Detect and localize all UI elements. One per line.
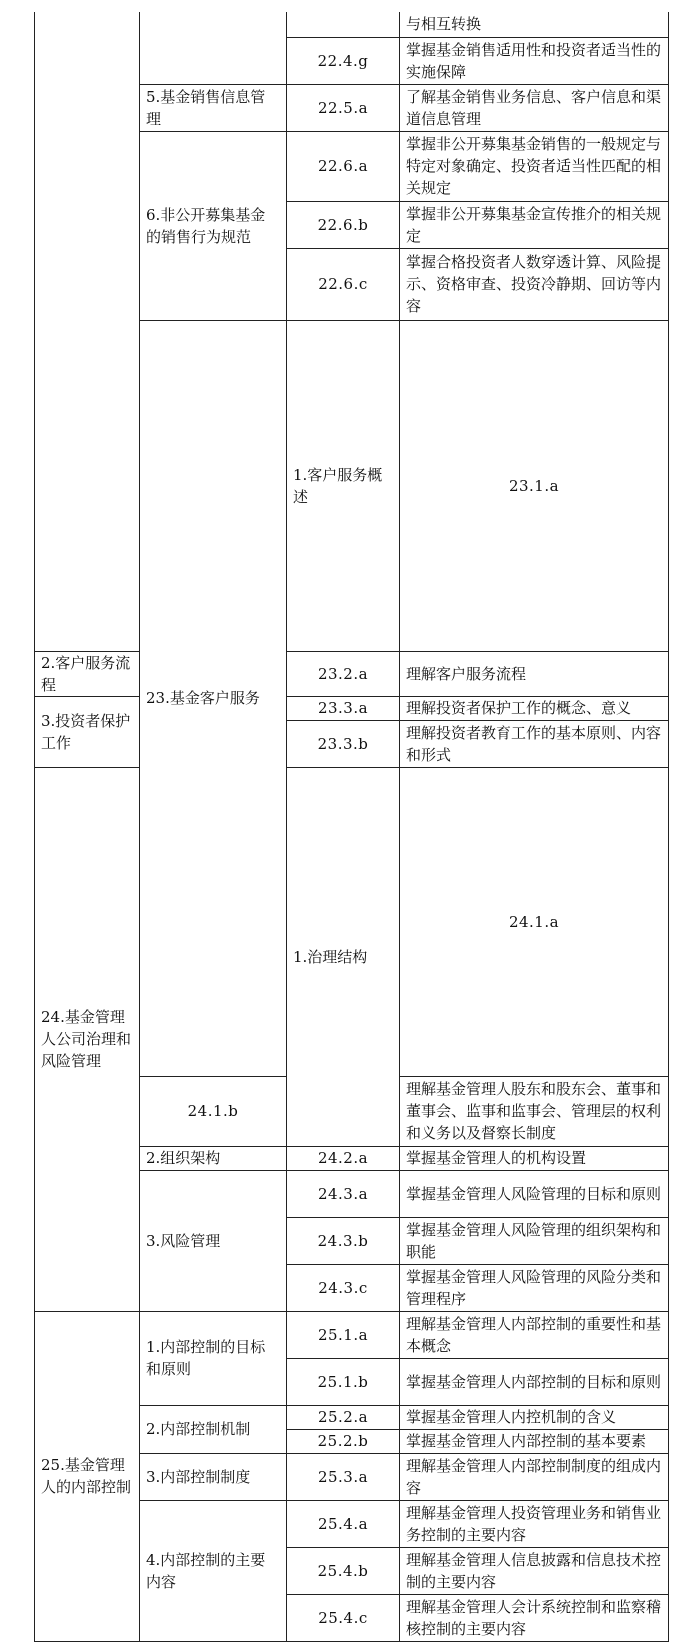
- code-cell: 22.6.b: [287, 201, 400, 248]
- objective-cell: 理解投资者教育工作的基本原则、内容和形式: [400, 720, 669, 767]
- code-cell: 22.5.a: [287, 84, 400, 131]
- objective-cell: 理解基金管理人股东和股东会、董事和董事会、监事和监事会、管理层的权利和义务以及督察长制度: [400, 1076, 669, 1146]
- code-cell: 25.3.a: [287, 1453, 400, 1500]
- objective-cell: 掌握基金管理人的机构设置: [400, 1146, 669, 1170]
- code-cell: 24.3.a: [287, 1170, 400, 1217]
- code-cell: 25.2.b: [287, 1429, 400, 1453]
- code-cell: 25.4.c: [287, 1594, 400, 1641]
- chapter-cell: 25.基金管理人的内部控制: [35, 1311, 140, 1641]
- section-cell: 1.客户服务概述: [287, 320, 400, 651]
- objective-cell: 理解基金管理人会计系统控制和监察稽核控制的主要内容: [400, 1594, 669, 1641]
- section-cell: 3.投资者保护工作: [35, 696, 140, 767]
- section-cell: 1.治理结构: [287, 767, 400, 1146]
- code-cell: 24.1.b: [140, 1076, 287, 1146]
- code-cell: 24.3.b: [287, 1217, 400, 1264]
- objective-cell: 掌握基金管理人风险管理的目标和原则: [400, 1170, 669, 1217]
- chapter-cell: 24.基金管理人公司治理和风险管理: [35, 767, 140, 1311]
- objective-cell: 掌握基金销售适用性和投资者适当性的实施保障: [400, 37, 669, 84]
- objective-cell: 掌握非公开募集基金宣传推介的相关规定: [400, 201, 669, 248]
- section-cell: 1.内部控制的目标和原则: [140, 1311, 287, 1405]
- code-cell: 25.2.a: [287, 1405, 400, 1429]
- section-cell: 5.基金销售信息管理: [140, 84, 287, 131]
- objective-cell: 理解投资者保护工作的概念、意义: [400, 696, 669, 720]
- code-cell: 24.1.a: [400, 767, 669, 1076]
- objective-cell: 掌握合格投资者人数穿透计算、风险提示、资格审查、投资冷静期、回访等内容: [400, 248, 669, 320]
- objective-cell: 了解基金销售业务信息、客户信息和渠道信息管理: [400, 84, 669, 131]
- code-cell: 23.3.b: [287, 720, 400, 767]
- objective-cell: 理解基金管理人投资管理业务和销售业务控制的主要内容: [400, 1500, 669, 1547]
- objective-cell: 理解客户服务流程: [400, 651, 669, 696]
- section-cell: 3.内部控制制度: [140, 1453, 287, 1500]
- objective-cell: 掌握基金管理人内部控制的目标和原则: [400, 1358, 669, 1405]
- section-cell-continued: [140, 12, 287, 84]
- section-cell: 2.组织架构: [140, 1146, 287, 1170]
- code-cell: 22.6.a: [287, 131, 400, 201]
- code-cell: 24.2.a: [287, 1146, 400, 1170]
- section-cell: 2.客户服务流程: [35, 651, 140, 696]
- syllabus-table: [34, 12, 669, 1642]
- code-cell: 23.1.a: [400, 320, 669, 651]
- chapter-cell: 23.基金客户服务: [140, 320, 287, 1076]
- section-cell: 4.内部控制的主要内容: [140, 1500, 287, 1641]
- objective-cell: 掌握非公开募集基金销售的一般规定与特定对象确定、投资者适当性匹配的相关规定: [400, 131, 669, 201]
- objective-cell: 与相互转换: [400, 12, 669, 37]
- section-cell: 2.内部控制机制: [140, 1405, 287, 1453]
- code-cell: 23.3.a: [287, 696, 400, 720]
- objective-cell: 掌握基金管理人内控机制的含义: [400, 1405, 669, 1429]
- table-row: [35, 696, 669, 720]
- code-cell: 23.2.a: [287, 651, 400, 696]
- objective-cell: 掌握基金管理人内部控制的基本要素: [400, 1429, 669, 1453]
- objective-cell: 掌握基金管理人风险管理的组织架构和职能: [400, 1217, 669, 1264]
- code-cell: 24.3.c: [287, 1264, 400, 1311]
- code-cell: 22.4.g: [287, 37, 400, 84]
- code-cell: 22.6.c: [287, 248, 400, 320]
- table-row: [35, 651, 669, 696]
- table-row: [35, 1311, 669, 1358]
- table-row: [35, 767, 669, 1076]
- section-cell: 6.非公开募集基金的销售行为规范: [140, 131, 287, 320]
- objective-cell: 掌握基金管理人风险管理的风险分类和管理程序: [400, 1264, 669, 1311]
- chapter-cell-continued: [35, 12, 140, 651]
- code-cell: 25.4.b: [287, 1547, 400, 1594]
- objective-cell: 理解基金管理人信息披露和信息技术控制的主要内容: [400, 1547, 669, 1594]
- objective-cell: 理解基金管理人内部控制的重要性和基本概念: [400, 1311, 669, 1358]
- code-cell-continued: [287, 12, 400, 37]
- code-cell: 25.1.a: [287, 1311, 400, 1358]
- objective-cell: 理解基金管理人内部控制制度的组成内容: [400, 1453, 669, 1500]
- table-row: [35, 12, 669, 37]
- section-cell: 3.风险管理: [140, 1170, 287, 1311]
- code-cell: 25.4.a: [287, 1500, 400, 1547]
- code-cell: 25.1.b: [287, 1358, 400, 1405]
